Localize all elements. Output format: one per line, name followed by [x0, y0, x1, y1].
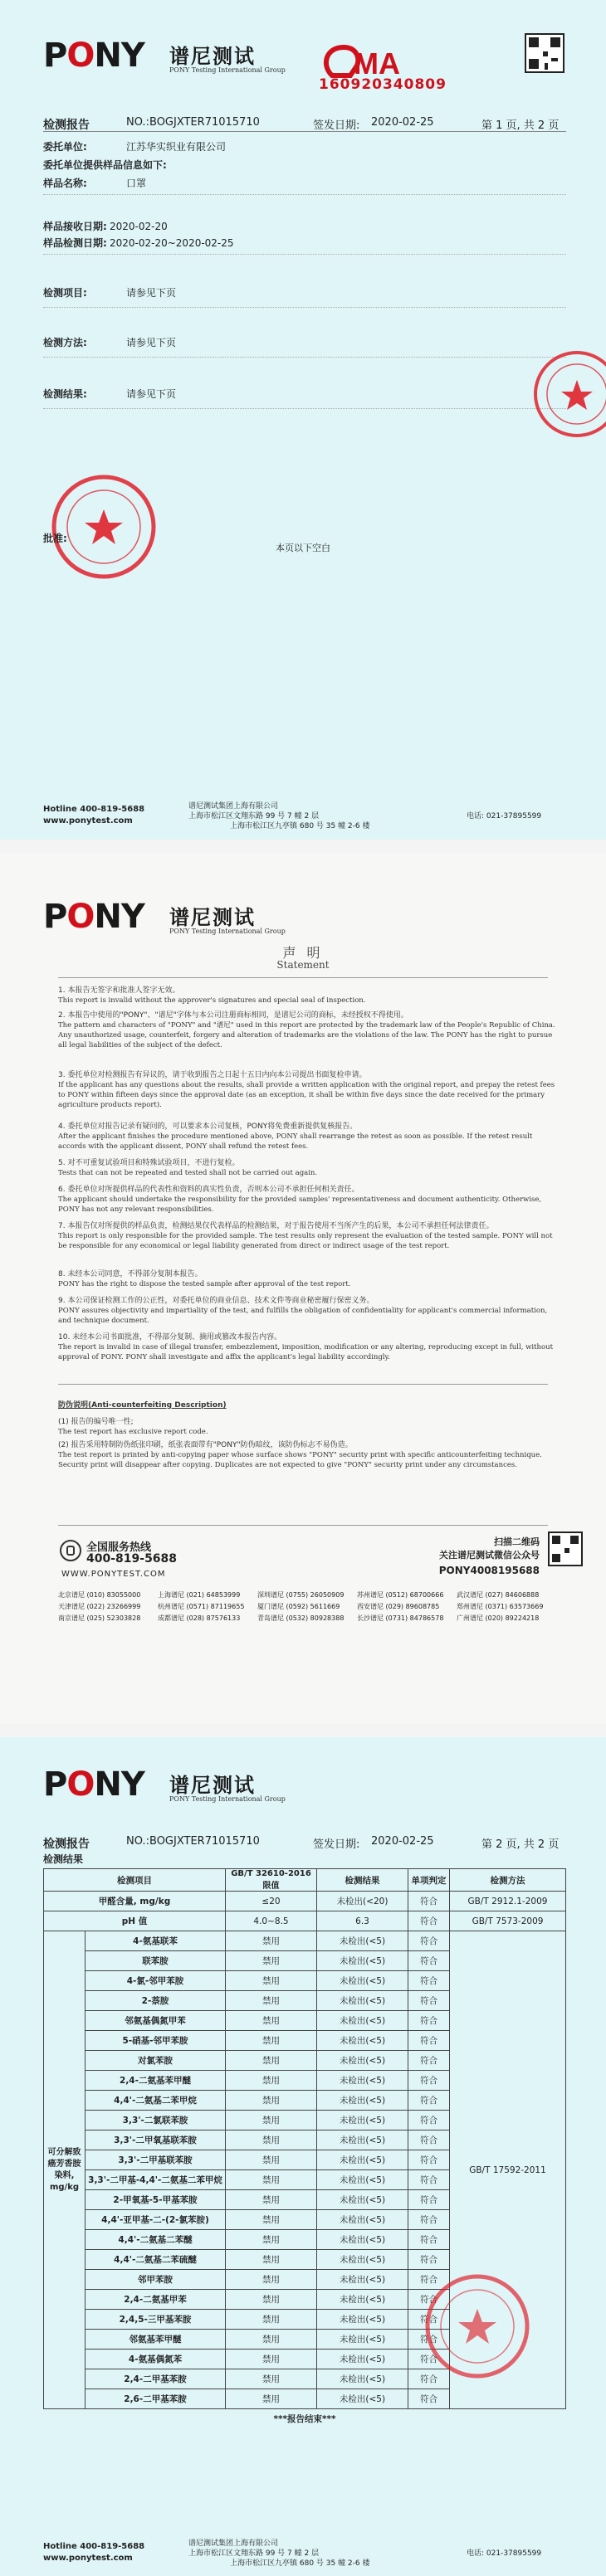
address-1: 上海市松江区文翔东路 99 号 7 幢 2 层 — [188, 2549, 320, 2558]
cell-result: 未检出(<5) — [317, 2091, 408, 2111]
col-limit: GB/T 32610-2016 限值 — [226, 1869, 317, 1892]
logo-english: PONY Testing International Group — [169, 66, 286, 74]
company-seal-icon — [50, 473, 158, 581]
logo-chinese: 谱尼测试 — [169, 906, 256, 929]
field-sample-name: 样品名称: 口罩 — [43, 178, 147, 189]
office-item: 成都谱尼 (028) 87576133 — [158, 1614, 241, 1622]
statement-item: 7. 本报告仅对所提供的样品负责，检测结果仅代表样品的检测结果，对于报告使用不当所产生的后果，本公司不承担任何法律责任。 This report is only responsible for the provided sample. The test results only represent the evaluation of the tested sample. PONY will not be responsible for any economical or legal liability generated from direct or indirect usage of the test report. — [58, 1222, 553, 1250]
col-method: 检测方法 — [450, 1869, 566, 1892]
cell-limit: 禁用 — [226, 2130, 317, 2150]
report-no-label: NO.: — [126, 1835, 149, 1848]
cell-judge: 符合 — [408, 2170, 450, 2190]
cell-item: 2,4,5-三甲基苯胺 — [86, 2310, 226, 2330]
table-header-row — [44, 1869, 566, 1892]
table-row — [44, 1931, 566, 1951]
issue-date: 2020-02-25 — [371, 1835, 434, 1848]
cell-limit: 4.0~8.5 — [226, 1911, 317, 1931]
office-item: 北京谱尼 (010) 83055000 — [58, 1591, 141, 1599]
cell-judge: 符合 — [408, 2369, 450, 2389]
cell-item: 3,3'-二甲基-4,4'-二氨基二苯甲烷 — [86, 2170, 226, 2190]
cell-item: 4,4'-二氨基二苯醚 — [86, 2230, 226, 2250]
col-judge: 单项判定 — [408, 1869, 450, 1892]
cell-item: 3,3'-二氯联苯胺 — [86, 2111, 226, 2130]
cell-item: 5-硝基-邻甲苯胺 — [86, 2031, 226, 2051]
cell-judge: 符合 — [408, 1991, 450, 2011]
cell-result: 未检出(<5) — [317, 2290, 408, 2310]
statement-item: 4. 委托单位对报告记录有疑问的，可以要求本公司复核，PONY将免费重新提供复核报告。 After the applicant finishes the procedure mentioned above, PONY shall rearrange the retest as soon as possible. If the retest result accords with the applicant dissent, PONY shall refund the retest fees. — [58, 1122, 533, 1151]
cell-item: 3,3'-二甲基联苯胺 — [86, 2150, 226, 2170]
cell-limit: 禁用 — [226, 2210, 317, 2230]
cell-limit: 禁用 — [226, 2051, 317, 2071]
cell-limit: 禁用 — [226, 1931, 317, 1951]
address-1: 上海市松江区文翔东路 99 号 7 幢 2 层 — [188, 812, 320, 821]
report-no-label: NO.: — [126, 116, 149, 129]
hotline: Hotline 400-819-5688 — [43, 2542, 145, 2551]
cell-item: 4-氨基联苯 — [86, 1931, 226, 1951]
statement-item: 1. 本报告无签字和批准人签字无效。 This report is invalid without the approver's signatures and special seal of inspection. — [58, 986, 366, 1005]
statement-page — [0, 853, 606, 1724]
cell-result: 未检出(<5) — [317, 2031, 408, 2051]
service-hotline: 400-819-5688 — [86, 1552, 178, 1566]
cell-result: 未检出(<5) — [317, 2230, 408, 2250]
field-test-method: 检测方法: 请参见下页 — [43, 337, 177, 348]
statement-title-en: Statement — [276, 959, 330, 971]
anti-counterfeit-title: 防伪说明(Anti-counterfeiting Description) — [58, 1401, 227, 1410]
field-test-date: 样品检测日期: 2020-02-20~2020-02-25 — [43, 237, 234, 249]
cell-result: 未检出(<5) — [317, 2150, 408, 2170]
cell-judge: 符合 — [408, 2031, 450, 2051]
tel: 电话: 021-37895599 — [467, 812, 542, 821]
cell-limit: 禁用 — [226, 2330, 317, 2350]
service-label: 全国服务热线 — [86, 1541, 152, 1554]
report-label: 检测报告 — [43, 1838, 90, 1851]
cell-item: 对氯苯胺 — [86, 2051, 226, 2071]
cell-limit: 禁用 — [226, 2111, 317, 2130]
field-receive-date: 样品接收日期: 2020-02-20 — [43, 221, 168, 232]
col-item: 检测项目 — [44, 1869, 226, 1892]
cell-group: 可分解致癌芳香胺染料, mg/kg — [44, 1931, 86, 2409]
cell-result: 未检出(<5) — [317, 2170, 408, 2190]
cell-limit: 禁用 — [226, 2091, 317, 2111]
cell-result: 未检出(<5) — [317, 2071, 408, 2091]
cell-item: 2-萘胺 — [86, 1991, 226, 2011]
tel: 电话: 021-37895599 — [467, 2549, 542, 2558]
qr-code-icon — [525, 33, 564, 73]
cell-item: 4-氯-邻甲苯胺 — [86, 1971, 226, 1991]
cell-result: 未检出(<5) — [317, 2350, 408, 2369]
anti-item: (1) 报告的编号唯一性; The test report has exclusive report code. — [58, 1418, 208, 1436]
office-list — [58, 1590, 556, 1624]
cell-item: 邻甲苯胺 — [86, 2270, 226, 2290]
statement-item: 10. 未经本公司书面批准，不得部分复制、摘用或篡改本报告内容。 The report is invalid in case of illegal transfer, embezzlement, imposition, modification or any altering, reproducing except in full, without approval of PONY. PONY shall investigate and affix the applicant's legal liability accordingly. — [58, 1333, 553, 1361]
table-row — [44, 1892, 566, 1911]
col-result: 检测结果 — [317, 1869, 408, 1892]
website: www.ponytest.com — [43, 816, 133, 825]
field-test-items: 检测项目: 请参见下页 — [43, 287, 177, 299]
logo-chinese: 谱尼测试 — [169, 45, 256, 68]
cell-limit: 禁用 — [226, 2190, 317, 2210]
report-label: 检测报告 — [43, 119, 90, 132]
phone-icon — [60, 1540, 81, 1561]
cell-item: 4,4'-二氨基二苯甲烷 — [86, 2091, 226, 2111]
office-item: 南京谱尼 (025) 52303828 — [58, 1614, 141, 1622]
cell-judge: 符合 — [408, 2290, 450, 2310]
cell-limit: ≤20 — [226, 1892, 317, 1911]
report-page-2 — [0, 1737, 606, 2576]
approve-label: 批准: — [43, 533, 67, 544]
cell-result: 未检出(<5) — [317, 1931, 408, 1951]
end-note: ***报告结束*** — [273, 2414, 336, 2425]
cell-limit: 禁用 — [226, 2310, 317, 2330]
cell-judge: 符合 — [408, 2310, 450, 2330]
office-item: 厦门谱尼 (0592) 5611669 — [257, 1603, 340, 1610]
cell-result: 未检出(<5) — [317, 2210, 408, 2230]
cell-item: 2,4-二氨基苯甲醚 — [86, 2071, 226, 2091]
divider — [58, 1525, 548, 1526]
issue-date-label: 签发日期: — [313, 119, 360, 132]
svg-text:MA: MA — [354, 46, 400, 80]
blank-note: 本页以下空白 — [276, 543, 330, 553]
cell-result: 未检出(<5) — [317, 2330, 408, 2350]
cell-item: 3,3'-二甲氧基联苯胺 — [86, 2130, 226, 2150]
company-seal-icon — [423, 2272, 531, 2380]
cell-judge: 符合 — [408, 1931, 450, 1951]
cell-limit: 禁用 — [226, 2350, 317, 2369]
cell-item: 2,4-二氨基甲苯 — [86, 2290, 226, 2310]
report-no: BOGJXTER71015710 — [149, 116, 260, 129]
office-item: 深圳谱尼 (0755) 26050909 — [257, 1591, 345, 1599]
cell-result: 未检出(<5) — [317, 2369, 408, 2389]
office-item: 广州谱尼 (020) 89224218 — [457, 1614, 540, 1622]
cell-item: 邻氨基苯甲醚 — [86, 2330, 226, 2350]
issue-date-label: 签发日期: — [313, 1838, 360, 1851]
office-item: 郑州谱尼 (0371) 63573669 — [457, 1603, 544, 1610]
cell-limit: 禁用 — [226, 2369, 317, 2389]
cell-result: 未检出(<5) — [317, 2250, 408, 2270]
logo-chinese: 谱尼测试 — [169, 1774, 256, 1797]
cell-item: 4,4'-二氨基二苯硫醚 — [86, 2250, 226, 2270]
inspection-seal-icon — [531, 348, 606, 440]
cell-judge: 符合 — [408, 2230, 450, 2250]
cell-judge: 符合 — [408, 1892, 450, 1911]
cell-judge: 符合 — [408, 2071, 450, 2091]
header — [43, 33, 574, 93]
cell-limit: 禁用 — [226, 2150, 317, 2170]
hotline: Hotline 400-819-5688 — [43, 805, 145, 814]
address-2: 上海市松江区九亭镇 680 号 35 幢 2-6 楼 — [230, 2559, 370, 2568]
pony-logo: PONY — [43, 898, 144, 936]
cell-item: 4,4'-亚甲基-二-(2-氯苯胺) — [86, 2210, 226, 2230]
page-indicator: 第 1 页, 共 2 页 — [481, 119, 560, 132]
cell-result: 6.3 — [317, 1911, 408, 1931]
statement-item: 2. 本报告中使用的"PONY"、"谱尼"字体与本公司注册商标相同，是谱尼公司的商标，未经授权不得使用。 The pattern and characters of "PONY" and "谱尼" used in this report are protected by the trademark law of the People's Republic of China. Any unauthorized usage, counterfeit, forgery and alteration of trademarks are the violations of the law. The PONY has the right to pursue all legal liabilities of the subject of the defect. — [58, 1011, 555, 1049]
cell-result: 未检出(<5) — [317, 1991, 408, 2011]
report-page-1 — [0, 0, 606, 840]
company-name: 谱尼测试集团上海有限公司 — [188, 802, 279, 811]
website: www.ponytest.com — [43, 2554, 133, 2563]
pony-logo: PONY — [43, 37, 144, 75]
header — [43, 1762, 574, 1804]
office-item: 西安谱尼 (029) 89608785 — [357, 1603, 440, 1610]
divider — [43, 194, 566, 195]
cell-result: 未检出(<5) — [317, 2111, 408, 2130]
cell-judge: 符合 — [408, 2389, 450, 2409]
company-name: 谱尼测试集团上海有限公司 — [188, 2539, 279, 2548]
statement-title-cn: 声 明 — [282, 945, 324, 961]
divider — [43, 307, 566, 308]
divider — [43, 131, 566, 132]
cell-result: 未检出(<5) — [317, 2190, 408, 2210]
cell-method: GB/T 17592-2011 — [450, 1931, 566, 2409]
cell-item: 邻氨基偶氮甲苯 — [86, 2011, 226, 2031]
cell-limit: 禁用 — [226, 1951, 317, 1971]
cell-result: 未检出(<5) — [317, 2130, 408, 2150]
cell-judge: 符合 — [408, 2091, 450, 2111]
office-item: 上海谱尼 (021) 64853999 — [158, 1591, 241, 1599]
cell-judge: 符合 — [408, 1951, 450, 1971]
field-client: 委托单位: 江苏华实织业有限公司 — [43, 141, 227, 153]
cell-judge: 符合 — [408, 2350, 450, 2369]
cell-judge: 符合 — [408, 1971, 450, 1991]
cell-judge: 符合 — [408, 2210, 450, 2230]
cell-item: 联苯胺 — [86, 1951, 226, 1971]
report-no: BOGJXTER71015710 — [149, 1835, 260, 1848]
office-item: 长沙谱尼 (0731) 84786578 — [357, 1614, 444, 1622]
cell-limit: 禁用 — [226, 2230, 317, 2250]
cell-judge: 符合 — [408, 2130, 450, 2150]
section-label: 检测结果 — [43, 1853, 84, 1865]
statement-item: 9. 本公司保证检测工作的公正性，对委托单位的商业信息、技术文件等商业秘密履行保密义务。 PONY assures objectivity and impartiality of the test, and fulfills the obligation of confidentiality for applicant's commercial information, and technique document. — [58, 1297, 548, 1325]
cell-result: 未检出(<5) — [317, 1971, 408, 1991]
pony-logo: PONY — [43, 1765, 144, 1804]
cell-item: pH 值 — [44, 1911, 226, 1931]
cell-item: 4-氨基偶氮苯 — [86, 2350, 226, 2369]
logo-english: PONY Testing International Group — [169, 928, 286, 935]
cell-item: 2-甲氧基-5-甲基苯胺 — [86, 2190, 226, 2210]
header — [43, 894, 574, 936]
issue-date: 2020-02-25 — [371, 116, 434, 129]
office-item: 天津谱尼 (022) 23266999 — [58, 1603, 141, 1610]
office-item: 青岛谱尼 (0532) 80928388 — [257, 1614, 345, 1622]
cell-judge: 符合 — [408, 2051, 450, 2071]
cell-limit: 禁用 — [226, 2389, 317, 2409]
cell-judge: 符合 — [408, 1911, 450, 1931]
cell-item: 甲醛含量, mg/kg — [44, 1892, 226, 1911]
cell-judge: 符合 — [408, 2011, 450, 2031]
scan-desc: 关注谱尼测试微信公众号 — [439, 1550, 540, 1561]
cell-judge: 符合 — [408, 2330, 450, 2350]
cell-item: 2,6-二甲基苯胺 — [86, 2389, 226, 2409]
cell-result: 未检出(<5) — [317, 2011, 408, 2031]
table-end-row — [44, 2409, 566, 2429]
cell-judge: 符合 — [408, 2250, 450, 2270]
statement-item: 6. 委托单位对所提供样品的代表性和资料的真实性负责，否则本公司不承担任何相关责任。 The applicant should undertake the responsibility for the provided samples' representativeness and document authenticity. Otherwise, PONY has not any relevant responsibilities. — [58, 1186, 542, 1214]
table-row — [44, 1911, 566, 1931]
cell-result: 未检出(<5) — [317, 2270, 408, 2290]
statement-item: 5. 对不可重复试验项目和特殊试验项目，不进行复检。 Tests that can not be repeated and tested shall not be carried out again. — [58, 1159, 318, 1177]
statement-item: 8. 未经本公司同意，不得部分复制本报告。 PONY has the right to dispose the tested sample after approval of the test report. — [58, 1270, 351, 1288]
cell-limit: 禁用 — [226, 2170, 317, 2190]
cell-method: GB/T 7573-2009 — [450, 1911, 566, 1931]
scan-id: PONY4008195688 — [438, 1565, 540, 1576]
cell-limit: 禁用 — [226, 2031, 317, 2051]
cell-limit: 禁用 — [226, 1971, 317, 1991]
cell-result: 未检出(<20) — [317, 1892, 408, 1911]
cell-result: 未检出(<5) — [317, 2310, 408, 2330]
cell-result: 未检出(<5) — [317, 1951, 408, 1971]
cell-judge: 符合 — [408, 2270, 450, 2290]
scan-label: 扫描二维码 — [494, 1536, 540, 1547]
cell-limit: 禁用 — [226, 2011, 317, 2031]
cell-result: 未检出(<5) — [317, 2051, 408, 2071]
cell-method: GB/T 2912.1-2009 — [450, 1892, 566, 1911]
divider — [43, 254, 566, 255]
office-item: 武汉谱尼 (027) 84606888 — [457, 1591, 540, 1599]
cma-number: 160920340809 — [319, 76, 447, 93]
cell-limit: 禁用 — [226, 1991, 317, 2011]
office-item: 苏州谱尼 (0512) 68700666 — [357, 1591, 444, 1599]
divider — [58, 977, 548, 978]
divider — [43, 357, 566, 358]
cell-limit: 禁用 — [226, 2250, 317, 2270]
page-indicator: 第 2 页, 共 2 页 — [481, 1838, 560, 1851]
cell-judge: 符合 — [408, 2190, 450, 2210]
divider — [58, 1384, 548, 1385]
service-web: WWW.PONYTEST.COM — [61, 1570, 166, 1579]
office-item: 杭州谱尼 (0571) 87119655 — [158, 1603, 245, 1610]
cell-limit: 禁用 — [226, 2290, 317, 2310]
cell-judge: 符合 — [408, 2150, 450, 2170]
cell-result: 未检出(<5) — [317, 2389, 408, 2409]
logo-english: PONY Testing International Group — [169, 1795, 286, 1803]
statement-item: 3. 委托单位对检测报告有异议的，请于收到报告之日起十五日内向本公司提出书面复检申请。 If the applicant has any questions about the results, shall provide a written application with the original report, and prepay the retest fees to PONY within fifteen days since the approval date (as an exception, it shall be within five days since the date received for the primary agriculture products report). — [58, 1071, 555, 1109]
divider — [43, 408, 566, 409]
cell-item: 2,4-二甲基苯胺 — [86, 2369, 226, 2389]
field-sample-info: 委托单位提供样品信息如下: — [43, 159, 167, 171]
field-test-result: 检测结果: 请参见下页 — [43, 388, 177, 400]
address-2: 上海市松江区九亭镇 680 号 35 幢 2-6 楼 — [230, 822, 370, 830]
cell-judge: 符合 — [408, 2111, 450, 2130]
cell-limit: 禁用 — [226, 2270, 317, 2290]
qr-code-icon — [548, 1531, 583, 1566]
anti-item: (2) 报告采用特制防伪纸张印刷，纸张表面带有"PONY"防伪暗纹，该防伪标志不易伪造。 The test report is printed by anti-copying paper whose surface shows "PONY" security print with specific anticounterfeiting technique. Security print will disappear after copying. Duplicates are not expected to give "PONY" security print under any circumstances. — [58, 1441, 542, 1469]
cell-limit: 禁用 — [226, 2071, 317, 2091]
